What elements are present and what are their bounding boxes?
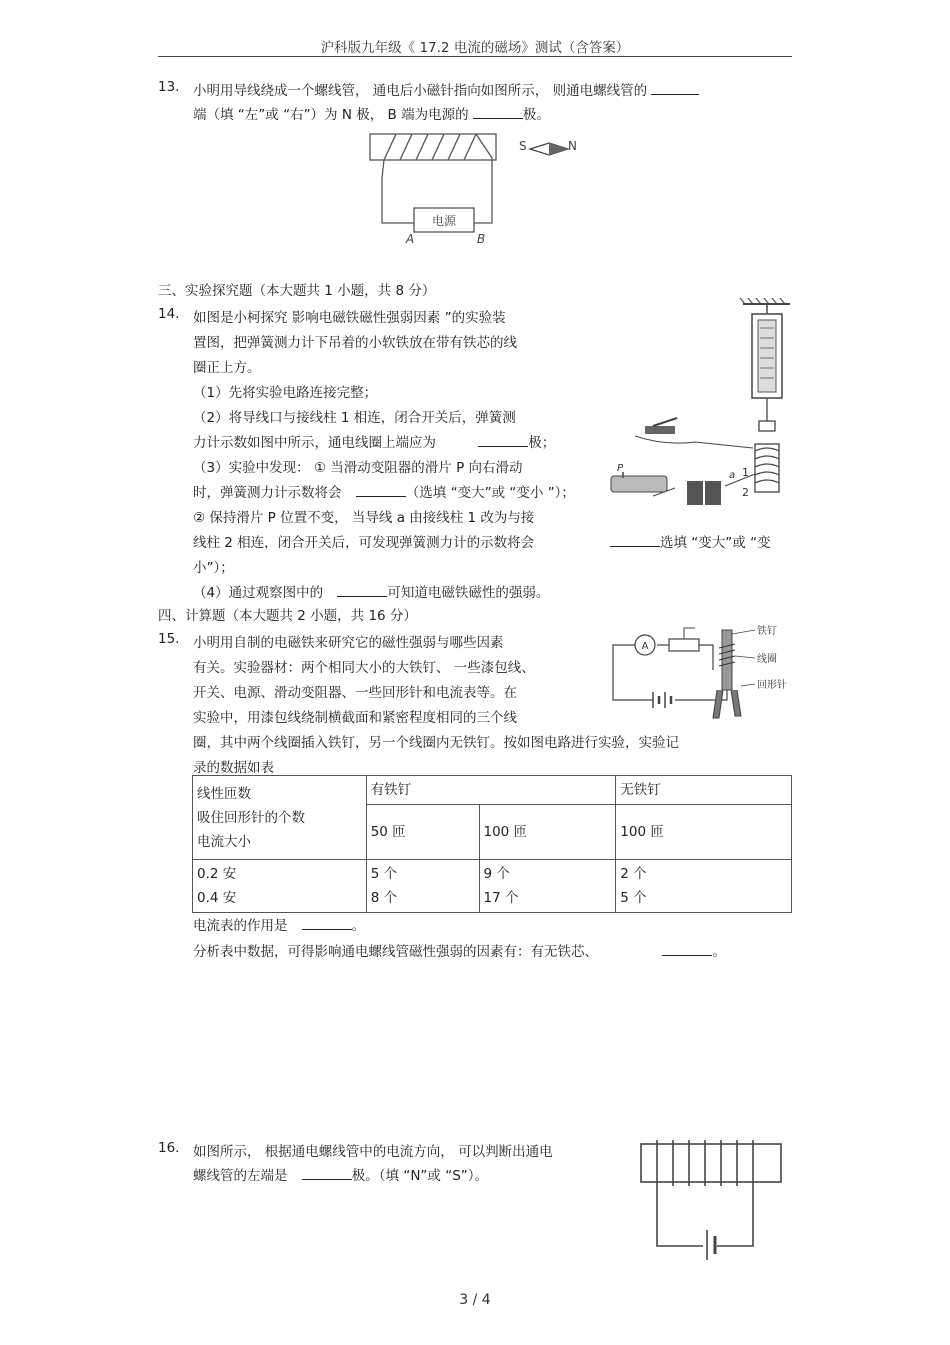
table-cell: 100 匝 bbox=[616, 805, 792, 860]
q16-number: 16. bbox=[158, 1140, 180, 1156]
q13-label-s: S bbox=[519, 139, 527, 153]
q13-label-a: A bbox=[406, 232, 415, 246]
q15-ammeter-label: A bbox=[641, 641, 649, 652]
q14-line8: 时，弹簧测力计示数将会 （选填 “变大”或 “变小 ”）； bbox=[193, 485, 575, 501]
q15-line2: 有关。实验器材：两个相同大小的大铁钉、 一些漆包线、 bbox=[193, 660, 535, 676]
table-cell: 50 匝 bbox=[366, 805, 479, 860]
q14-slider-p: P bbox=[617, 463, 624, 474]
q15-data-table bbox=[192, 775, 792, 913]
q15-line4: 实验中，用漆包线绕制横截面和紧密程度相同的三个线 bbox=[193, 710, 517, 726]
q14-line1: 如图是小柯探究 影响电磁铁磁性强弱因素 ”的实验装 bbox=[193, 310, 506, 326]
q14-line4: （1）先将实验电路连接完整； bbox=[193, 385, 378, 401]
q14-line2: 置图，把弹簧测力计下吊着的小软铁放在带有铁芯的线 bbox=[193, 335, 517, 351]
table-header-with-nail: 有铁钉 bbox=[366, 776, 616, 805]
q15-after2: 分析表中数据，可得影响通电螺线管磁性强弱的因素有：有无铁芯、 。 bbox=[193, 944, 726, 960]
nail-icon bbox=[722, 630, 732, 690]
q13-label-b: B bbox=[477, 232, 486, 246]
q14-line11: 小”）； bbox=[193, 560, 234, 576]
page-header: 沪科版九年级《 17.2 电流的磁场》测试（含答案） bbox=[320, 40, 630, 56]
q15-number: 15. bbox=[158, 631, 180, 647]
table-cell: 9 个 17 个 bbox=[479, 860, 616, 913]
q15-line6: 录的数据如表 bbox=[193, 760, 274, 776]
q13-blank1[interactable] bbox=[651, 82, 699, 95]
q13-line2: 端（填 “左”或 “右”）为 N 极， B 端为电源的 极。 bbox=[193, 107, 550, 123]
table-cell: 2 个 5 个 bbox=[616, 860, 792, 913]
table-header-without-nail: 无铁钉 bbox=[616, 776, 792, 805]
rheostat-icon bbox=[611, 476, 667, 492]
q16-blank-pole[interactable] bbox=[302, 1167, 352, 1180]
table-row bbox=[193, 860, 792, 913]
q14-blank-pole[interactable] bbox=[478, 434, 528, 447]
q15-clip-label: 回形针 bbox=[757, 680, 787, 691]
q14-number: 14. bbox=[158, 306, 180, 322]
q14-wire-a: a bbox=[729, 470, 736, 481]
battery-icon bbox=[687, 481, 703, 505]
q16-figure bbox=[635, 1136, 790, 1266]
table-row bbox=[193, 776, 792, 805]
section3-title: 三、实验探究题（本大题共 1 小题，共 8 分） bbox=[158, 283, 436, 299]
q13-figure bbox=[362, 128, 587, 248]
q14-line6: 力计示数如图中所示，通电线圈上端应为 极； bbox=[193, 435, 556, 451]
q16-line2: 螺线管的左端是 极。（填 “N”或 “S”）。 bbox=[193, 1168, 489, 1184]
rheostat-icon bbox=[669, 639, 699, 651]
header-rule bbox=[158, 56, 792, 57]
q13-line1: 小明用导线绕成一个螺线管， 通电后小磁针指向如图所示， 则通电螺线管的 bbox=[193, 79, 699, 99]
q14-figure bbox=[605, 296, 795, 511]
q15-after1: 电流表的作用是 。 bbox=[193, 918, 366, 934]
q14-line10-tail: 选填 “变大”或 “变 bbox=[610, 531, 771, 551]
q16-line1: 如图所示， 根据通电螺线管中的电流方向， 可以判断出通电 bbox=[193, 1144, 553, 1160]
q14-line7: （3）实验中发现： ① 当滑动变阻器的滑片 P 向右滑动 bbox=[193, 460, 523, 476]
q13-label-n: N bbox=[568, 139, 577, 153]
q13-number: 13. bbox=[158, 79, 180, 95]
q14-terminal-2: 2 bbox=[742, 486, 749, 499]
section4-title: 四、计算题（本大题共 2 小题，共 16 分） bbox=[158, 608, 417, 624]
q15-line3: 开关、电源、滑动变阻器、一些回形针和电流表等。在 bbox=[193, 685, 517, 701]
q13-power-label: 电源 bbox=[431, 214, 457, 228]
q14-blank-change2[interactable] bbox=[610, 534, 660, 547]
table-header-cell: 线性匝数 吸住回形针的个数 电流大小 bbox=[193, 776, 367, 860]
q15-figure bbox=[605, 620, 795, 725]
q14-line10: 线柱 2 相连，闭合开关后，可发现弹簧测力计的示数将会 bbox=[193, 535, 535, 551]
q15-blank-factor[interactable] bbox=[662, 943, 712, 956]
q14-line3: 圈正上方。 bbox=[193, 360, 261, 376]
q14-line12: （4）通过观察图中的 可知道电磁铁磁性的强弱。 bbox=[193, 585, 550, 601]
switch-icon bbox=[645, 426, 675, 434]
q15-line5: 圈，其中两个线圈插入铁钉，另一个线圈内无铁钉。按如图电路进行实验，实验记 bbox=[193, 735, 679, 751]
q14-blank-observe[interactable] bbox=[337, 584, 387, 597]
q15-line1: 小明用自制的电磁铁来研究它的磁性强弱与哪些因素 bbox=[193, 635, 504, 651]
solenoid-icon bbox=[641, 1144, 781, 1182]
q14-blank-change[interactable] bbox=[356, 484, 406, 497]
table-cell: 0.2 安 0.4 安 bbox=[193, 860, 367, 913]
q14-line9: ② 保持滑片 P 位置不变， 当导线 a 由接线柱 1 改为与接 bbox=[193, 510, 535, 526]
q14-line5: （2）将导线口与接线柱 1 相连，闭合开关后，弹簧测 bbox=[193, 410, 516, 426]
table-cell: 100 匝 bbox=[479, 805, 616, 860]
page-number: 3 / 4 bbox=[459, 1292, 491, 1308]
table-cell: 5 个 8 个 bbox=[366, 860, 479, 913]
q14-terminal-1: 1 bbox=[742, 466, 749, 479]
q15-blank-ammeter[interactable] bbox=[302, 917, 352, 930]
q13-blank2[interactable] bbox=[473, 106, 523, 119]
q15-coil-label: 线圈 bbox=[757, 654, 777, 665]
q15-nail-label: 铁钉 bbox=[757, 626, 777, 637]
